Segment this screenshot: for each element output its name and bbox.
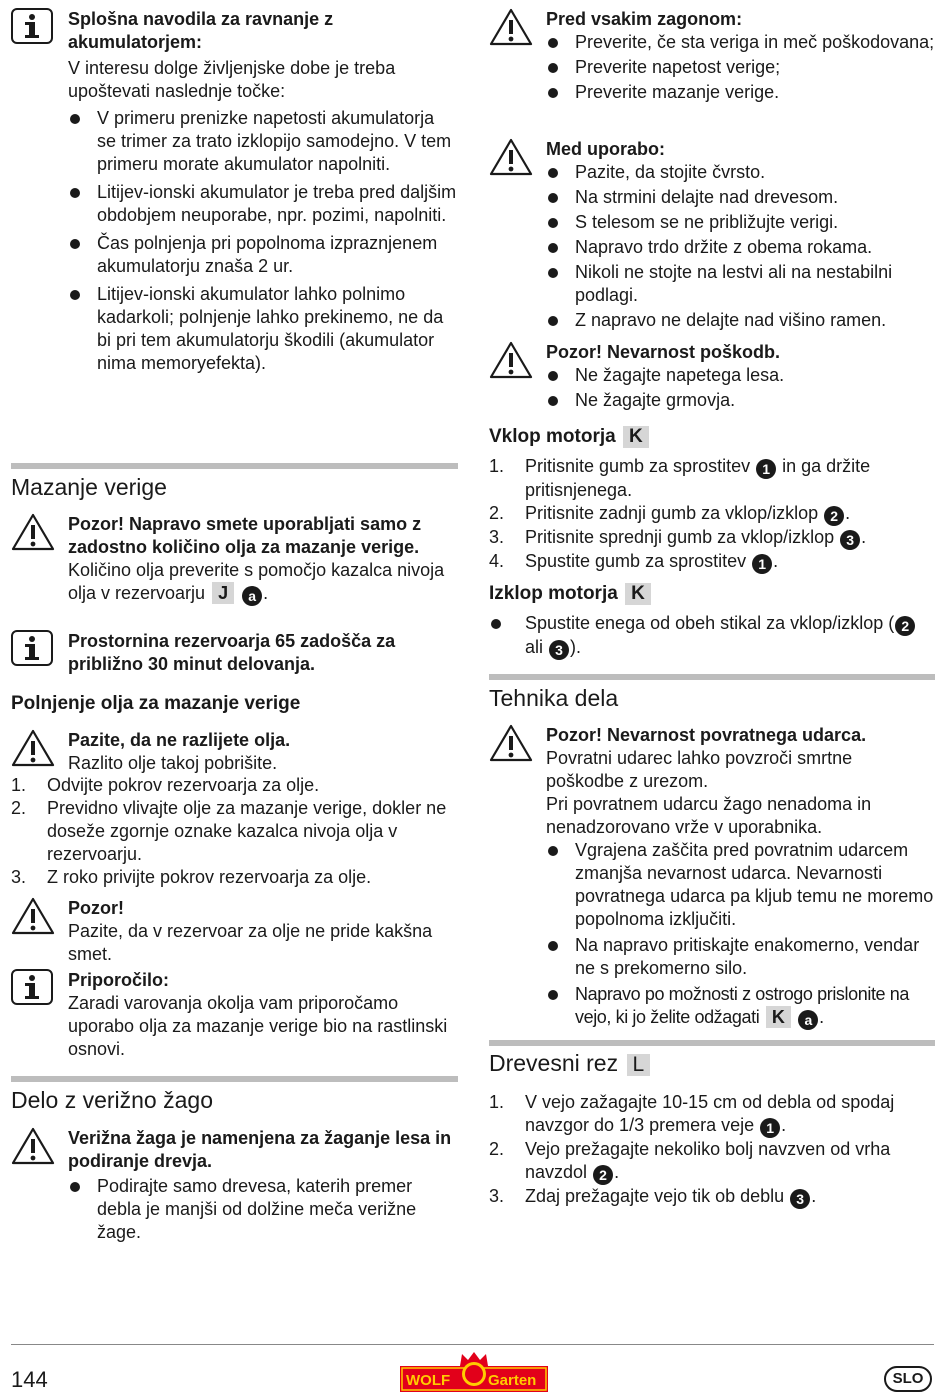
callout-circle: a: [798, 1010, 818, 1030]
section-heading-izklop: [489, 582, 653, 606]
list-item: [546, 983, 935, 1030]
list-item: [11, 774, 458, 797]
list-item: [11, 797, 458, 866]
polnjenje-warning-bold: Pazite, da ne razlijete olja.: [68, 730, 291, 750]
step-text: .: [861, 527, 867, 547]
list-item: Litijev-ionski akumulator lahko polnimo kadarkoli; polnjenje lahko prekinemo, ne da bi pri tem akumulatorju škodili (akumulator nima memoryefekta).: [68, 283, 458, 375]
item-text: Napravo po možnosti z ostrogo prislonite na vejo, ki jo želite odžagati: [575, 984, 909, 1027]
step-text: Odvijte pokrov rezervoarja za olje.: [47, 775, 320, 795]
warning-icon: [11, 897, 55, 935]
tehnika-warning-text: Povratni udarec lahko povzroči smrtne poškodbe z urezom.: [546, 748, 853, 791]
item-text: ali: [525, 637, 544, 657]
battery-info-intro: V interesu dolge življenjske dobe je treba upoštevati naslednje točke:: [68, 58, 396, 101]
info-icon: [11, 8, 53, 44]
list-item: [489, 1138, 935, 1185]
polnjenje-info-bold: Priporočilo:: [68, 970, 170, 990]
language-badge: SLO: [884, 1366, 932, 1392]
punct: .: [263, 583, 269, 603]
polnjenje-warning-text: Razlito olje takoj pobrišite.: [68, 753, 278, 773]
callout-circle: 1: [752, 554, 772, 574]
figure-ref-box: K: [625, 583, 651, 605]
callout-circle: 2: [824, 506, 844, 526]
step-text: .: [845, 503, 851, 523]
battery-info-title: Splošna navodila za ravnanje z akumulatorjem:: [68, 9, 334, 52]
list-item: S telesom se ne približujte verigi.: [546, 211, 935, 234]
step-text: Previdno vlivajte olje za mazanje verige, dokler ne doseže zgornje oznake kazalca nivoja olja v rezervoarju.: [47, 798, 447, 864]
pred-title: Pred vsakim zagonom:: [546, 9, 743, 29]
step-text: Z roko privijte pokrov rezervoarja za olje.: [47, 867, 372, 887]
list-item: Podirajte samo drevesa, katerih premer debla je manjši od dolžine meča verižne žage.: [68, 1175, 458, 1244]
section-divider: [489, 674, 935, 680]
callout-circle: 2: [895, 616, 915, 636]
tehnika-warning-text: Pri povratnem udarcu žago nenadoma in nenadzorovano vrže v uporabnika.: [546, 794, 872, 837]
step-text: Pritisnite sprednji gumb za vklop/izklop: [525, 527, 835, 547]
polnjenje-warning2-bold: Pozor!: [68, 898, 124, 918]
callout-circle: 3: [549, 640, 569, 660]
step-text: Pritisnite zadnji gumb za vklop/izklop: [525, 503, 819, 523]
mazanje-info-text: Prostornina rezervoarja 65 zadošča za približno 30 minut delovanja.: [68, 631, 396, 674]
step-number: 3.: [489, 527, 505, 547]
list-item: [11, 866, 458, 889]
polnjenje-warning2-text: Pazite, da v rezervoar za olje ne pride kakšna smet.: [68, 921, 433, 964]
callout-circle: 1: [760, 1118, 780, 1138]
drevesni-steps: [489, 1091, 935, 1209]
step-number: 2.: [11, 798, 27, 818]
section-divider: [489, 1040, 935, 1046]
step-text: Zdaj prežagajte vejo tik ob deblu: [525, 1186, 785, 1206]
polnjenje-info-text: Zaradi varovanja okolja vam priporočamo uporabo olja za mazanje verige bio na rastlinski osnovi.: [68, 993, 448, 1059]
step-number: 3.: [489, 1186, 505, 1206]
step-number: 2.: [489, 1139, 505, 1159]
step-text: .: [614, 1162, 620, 1182]
step-number: 1.: [489, 1092, 505, 1112]
heading-text: Drevesni rez: [489, 1050, 619, 1076]
list-item: [489, 1091, 935, 1138]
heading-text: Vklop motorja: [489, 426, 616, 447]
logo-text: Garten: [488, 1372, 537, 1389]
list-item: [489, 1185, 935, 1209]
step-number: 1.: [11, 775, 27, 795]
step-number: 3.: [11, 867, 27, 887]
list-item: Napravo trdo držite z obema rokama.: [546, 236, 935, 259]
info-icon: [11, 630, 53, 666]
callout-circle: 1: [756, 459, 776, 479]
section-heading-tehnika: Tehnika dela: [489, 685, 619, 711]
list-item: [489, 502, 935, 526]
figure-ref-box: K: [766, 1006, 791, 1028]
izklop-item: [489, 612, 935, 660]
list-item: Na napravo pritiskajte enakomerno, vendar ne s prekomerno silo.: [546, 934, 935, 980]
list-item: Preverite mazanje verige.: [546, 81, 935, 104]
step-number: 2.: [489, 503, 505, 523]
mazanje-warning-text: Količino olja preverite s pomočjo kazalca nivoja olja v rezervoarju: [68, 560, 445, 603]
warning-icon: [11, 729, 55, 767]
list-item: [489, 550, 935, 574]
list-item: Preverite napetost verige;: [546, 56, 935, 79]
pozor-title: Pozor! Nevarnost poškodb.: [546, 342, 781, 362]
section-heading-mazanje: Mazanje verige: [11, 474, 167, 500]
list-item: [489, 526, 935, 550]
wolf-garten-logo: [400, 1352, 548, 1392]
list-item: Čas polnjenja pri popolnoma izpraznjenem akumulatorju znaša 2 ur.: [68, 232, 458, 278]
step-number: 4.: [489, 551, 505, 571]
punct: .: [819, 1007, 824, 1027]
warning-icon: [11, 1127, 55, 1165]
list-item: [489, 455, 935, 502]
list-item: Vgrajena zaščita pred povratnim udarcem zmanjša nevarnost udarca. Nevarnosti povratnega udarca pa kljub temu ne moremo popolnoma izključiti.: [546, 839, 935, 931]
list-item: Ne žagajte napetega lesa.: [546, 364, 935, 387]
step-text: V vejo zažagajte 10-15 cm od debla od spodaj navzgor do 1/3 premera veje: [525, 1092, 895, 1135]
warning-icon: [489, 724, 533, 762]
figure-ref-box: K: [623, 426, 649, 448]
step-text: Pritisnite gumb za sprostitev: [525, 456, 751, 476]
page-number: 144: [11, 1367, 48, 1392]
list-item: Z napravo ne delajte nad višino ramen.: [546, 309, 935, 332]
section-heading-vklop: [489, 425, 651, 449]
warning-icon: [489, 138, 533, 176]
warning-icon: [489, 341, 533, 379]
section-heading-polnjenje: Polnjenje olja za mazanje verige: [11, 693, 301, 714]
list-item: Preverite, če sta veriga in meč poškodovana;: [546, 31, 935, 54]
step-text: Spustite gumb za sprostitev: [525, 551, 747, 571]
section-heading-delo: Delo z verižno žago: [11, 1087, 213, 1113]
list-item: Nikoli ne stojte na lestvi ali na nestabilni podlagi.: [546, 261, 935, 307]
step-text: Vejo prežagajte nekoliko bolj navzven od vrha navzdol: [525, 1139, 891, 1182]
list-item: Litijev-ionski akumulator je treba pred daljšim obdobjem neuporabe, npr. pozimi, napolniti.: [68, 181, 458, 227]
step-text: .: [781, 1115, 787, 1135]
section-heading-drevesni: [489, 1050, 652, 1076]
callout-circle: 3: [790, 1189, 810, 1209]
delo-warning-bold: Verižna žaga je namenjena za žaganje lesa in podiranje drevja.: [68, 1128, 452, 1171]
tehnika-warning-bold: Pozor! Nevarnost povratnega udarca.: [546, 725, 867, 745]
figure-ref-box: J: [212, 582, 234, 604]
callout-circle: 3: [840, 530, 860, 550]
list-item: Ne žagajte grmovja.: [546, 389, 935, 412]
polnjenje-steps: [11, 774, 458, 889]
list-item: V primeru prenizke napetosti akumulatorja se trimer za trato izklopijo samodejno. V tem primeru morate akumulator napolniti.: [68, 107, 458, 176]
item-text: ).: [570, 637, 582, 657]
callout-circle: a: [242, 586, 262, 606]
figure-ref-box: L: [627, 1054, 651, 1076]
step-text: .: [773, 551, 779, 571]
heading-text: Izklop motorja: [489, 583, 618, 604]
logo-text: WOLF: [406, 1372, 451, 1389]
step-text: in ga držite pritisnjenega.: [525, 456, 871, 500]
list-item: [489, 612, 935, 660]
callout-circle: 2: [593, 1165, 613, 1185]
item-text: Spustite enega od obeh stikal za vklop/izklop (: [525, 613, 895, 633]
list-item: Pazite, da stojite čvrsto.: [546, 161, 935, 184]
mazanje-warning-bold: Pozor! Napravo smete uporabljati samo z zadostno količino olja za mazanje verige.: [68, 514, 422, 557]
footer-rule: [11, 1344, 934, 1345]
info-icon: [11, 969, 53, 1005]
warning-icon: [489, 8, 533, 46]
warning-icon: [11, 513, 55, 551]
section-divider: [11, 1076, 458, 1082]
med-title: Med uporabo:: [546, 139, 665, 159]
step-text: .: [811, 1186, 817, 1206]
list-item: Na strmini delajte nad drevesom.: [546, 186, 935, 209]
step-number: 1.: [489, 456, 505, 476]
vklop-steps: [489, 455, 935, 574]
section-divider: [11, 463, 458, 469]
